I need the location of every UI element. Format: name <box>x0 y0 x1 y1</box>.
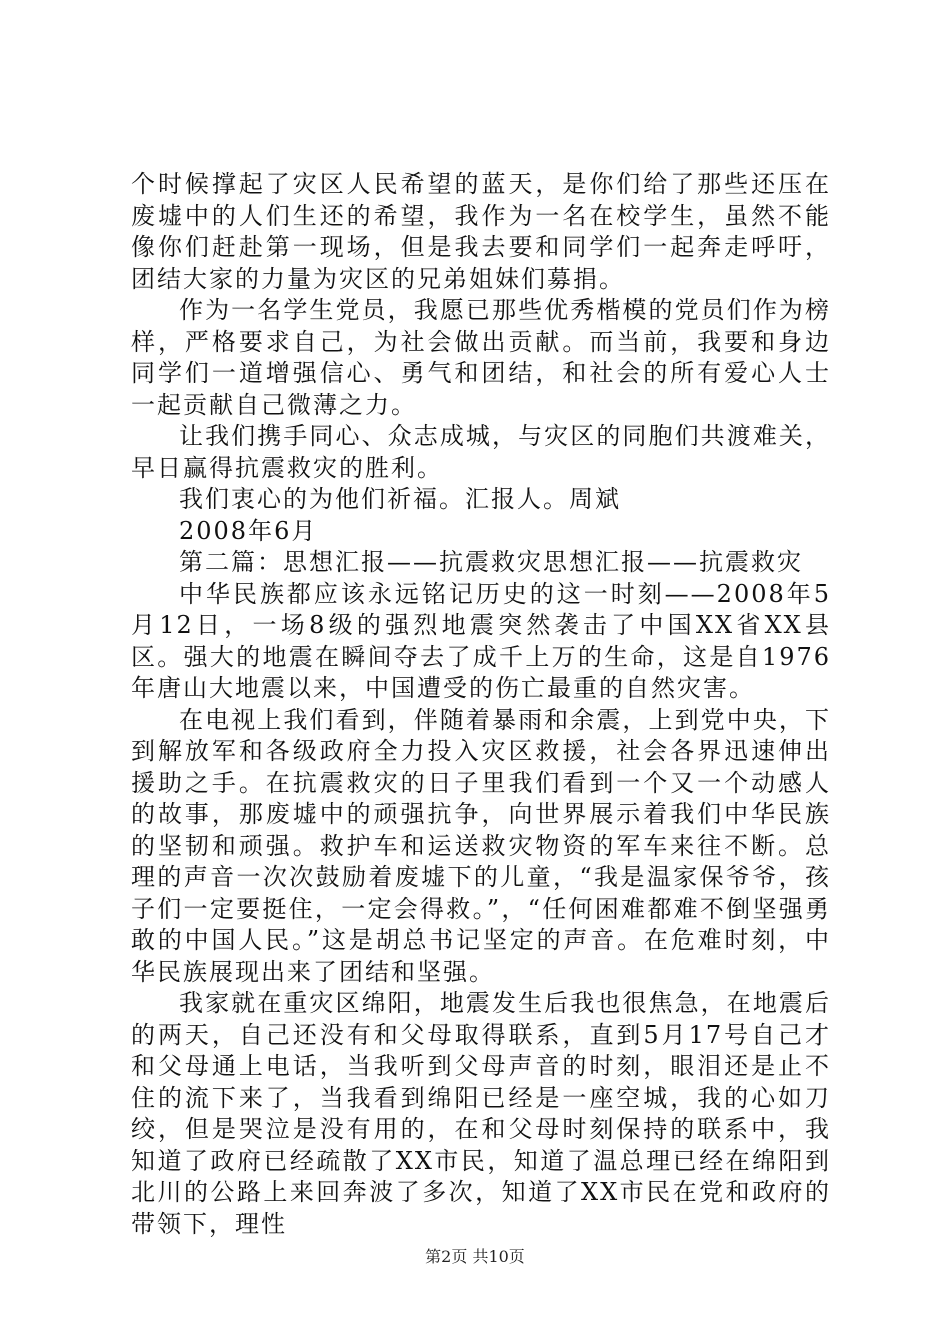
paragraph-date: 2008年6月 <box>179 516 318 545</box>
paragraph-rescue: 在电视上我们看到，伴随着暴雨和余震，上到党中央，下到解放军和各级政府全力投入灾区救援，社会各界迅速伸出援助之手。在抗震救灾的日子里我们看到一个又一个动感人的故事，那废墟中的顽强抗争，向世界展示着我们中华民族的坚韧和顽强。救护车和运送救灾物资的军车来往不断。总理的声音一次次鼓励着废墟下的儿童，“我是温家保爷爷，孩子们一定要挺住，一定会得救。”，“任何困难都难不倒坚强勇敢的中国人民。”这是胡总书记坚定的声音。在危难时刻，中华民族展现出来了团结和坚强。 <box>131 705 831 986</box>
section-heading: 第二篇：思想汇报——抗震救灾思想汇报——抗震救灾 <box>179 548 803 576</box>
paragraph-earthquake-intro: 中华民族都应该永远铭记历史的这一时刻——2008年5月12日，一场8级的强烈地震突然袭击了中国XX省XX县区。强大的地震在瞬间夺去了成千上万的生命，这是自1976年唐山大地震以来，中国遭受的伤亡最重的自然灾害。 <box>131 579 831 702</box>
document-body <box>131 169 831 1240</box>
paragraph-signature: 我们衷心的为他们祈福。汇报人。周斌 <box>179 485 621 513</box>
paragraph-party-member: 作为一名学生党员，我愿已那些优秀楷模的党员们作为榜样，严格要求自己，为社会做出贡献。而当前，我要和身边同学们一道增强信心、勇气和团结，和社会的所有爱心人士一起贡献自己微薄之力。 <box>131 296 831 419</box>
page-footer: 第2页 共10页 <box>425 1247 525 1266</box>
paragraph-unite: 让我们携手同心、众志成城，与灾区的同胞们共渡难关，早日赢得抗震救灾的胜利。 <box>131 422 831 482</box>
paragraph-continuation: 个时候撑起了灾区人民希望的蓝天，是你们给了那些还压在废墟中的人们生还的希望，我作为一名在校学生，虽然不能像你们赶赴第一现场，但是我去要和同学们一起奔走呼吁，团结大家的力量为灾区的兄弟姐妹们募捐。 <box>131 170 831 293</box>
paragraph-mianyang: 我家就在重灾区绵阳，地震发生后我也很焦急，在地震后的两天，自己还没有和父母取得联系，直到5月17号自己才和父母通上电话，当我听到父母声音的时刻，眼泪还是止不住的流下来了，当我看到绵阳已经是一座空城，我的心如刀绞，但是哭泣是没有用的，在和父母时刻保持的联系中，我知道了政府已经疏散了XX市民，知道了温总理已经在绵阳到北川的公路上来回奔波了多次，知道了XX市民在党和政府的带领下，理性 <box>131 989 831 1238</box>
